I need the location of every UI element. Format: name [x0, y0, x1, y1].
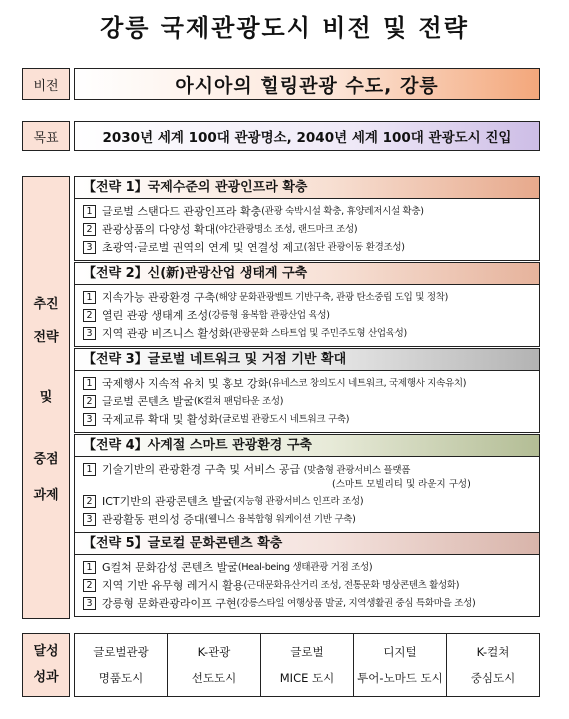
- item-main: 지속가능 관광환경 구축: [102, 291, 216, 304]
- strategy-2-item-1: [83, 290, 539, 305]
- item-sub: (관광문화 스타트업 및 주민주도형 산업육성): [229, 328, 407, 339]
- strategy-2-item-2: [83, 308, 539, 323]
- strategy-1: [74, 176, 540, 261]
- result-cell-5: [447, 634, 539, 696]
- strategy-4: [74, 434, 540, 533]
- result-cell-line2: 선도도시: [191, 671, 237, 685]
- strategy-5-item-1: [83, 560, 539, 575]
- result-cell-line1: K-컬쳐: [476, 645, 510, 659]
- item-number: 3: [83, 513, 96, 526]
- item-number: 2: [83, 309, 96, 322]
- item-main: 기술기반의 관광환경 구축 및 서비스 공급: [102, 463, 301, 476]
- strategy-2-item-3: [83, 326, 539, 341]
- item-sub-line2: (스마트 모빌리티 및 라운지 구성): [332, 479, 471, 490]
- item-sub: (첨단 관광이동 환경조성): [303, 242, 405, 253]
- item-number: 2: [83, 223, 96, 236]
- item-number: 1: [83, 291, 96, 304]
- strategy-4-header: 【전략 4】사계절 스마트 관광환경 구축: [75, 435, 539, 457]
- item-sub: (강릉형 융복합 관광산업 육성): [208, 310, 330, 321]
- result-cell-line1: 글로벌: [290, 645, 324, 659]
- strategy-1-item-1: [83, 204, 539, 219]
- item-sub: (K컬쳐 팬덤타운 조성): [194, 396, 284, 407]
- strategy-4-item-2: [83, 494, 539, 509]
- item-main: 열린 관광 생태계 조성: [102, 309, 209, 322]
- result-cells: [74, 633, 540, 697]
- strategy-3-item-3: [83, 412, 539, 427]
- item-main: 국제행사 지속적 유치 및 홍보 강화: [102, 377, 269, 390]
- strategy-3-item-1: [83, 376, 539, 391]
- strategy-5-item-3: [83, 596, 539, 611]
- item-main: 지역 기반 유무형 레거시 활용: [102, 579, 244, 592]
- strategy-5: [74, 532, 540, 617]
- item-number: 3: [83, 241, 96, 254]
- item-main: ICT기반의 관광콘텐츠 발굴: [102, 495, 233, 508]
- item-number: 1: [83, 561, 96, 574]
- side-line-2: 전략: [33, 330, 59, 345]
- item-main: 관광상품의 다양성 확대: [102, 223, 216, 236]
- item-sub: (유네스코 창의도시 네트워크, 국제행사 지속유치): [268, 378, 467, 389]
- side-line-4: 중점: [33, 452, 59, 467]
- strategy-3-header: 【전략 3】글로벌 네트워크 및 거점 기반 확대: [75, 349, 539, 371]
- strategy-5-item-2: [83, 578, 539, 593]
- item-main: G컬쳐 문화감성 콘텐츠 발굴: [102, 561, 238, 574]
- item-number: 1: [83, 463, 96, 476]
- result-cell-2: [168, 634, 261, 696]
- strategy-1-header: 【전략 1】국제수준의 관광인프라 확충: [75, 177, 539, 199]
- side-line-5: 과제: [33, 488, 59, 503]
- goal-text: 2030년 세계 100대 관광명소, 2040년 세계 100대 관광도시 진입: [74, 121, 540, 151]
- item-number: 3: [83, 413, 96, 426]
- strategy-2: [74, 262, 540, 347]
- item-number: 1: [83, 377, 96, 390]
- item-sub: (글로벌 관광도시 네트워크 구축): [218, 414, 350, 425]
- vision-text: 아시아의 힐링관광 수도, 강릉: [74, 68, 540, 100]
- strategy-2-header: 【전략 2】신(新)관광산업 생태계 구축: [75, 263, 539, 285]
- item-number: 2: [83, 495, 96, 508]
- strategy-1-item-2: [83, 222, 539, 237]
- item-number: 3: [83, 597, 96, 610]
- strategy-1-item-3: [83, 240, 539, 255]
- item-sub: (맞춤형 관광서비스 플랫폼: [303, 465, 411, 476]
- page-title: 강릉 국제관광도시 비전 및 전략: [100, 14, 469, 42]
- item-main: 글로벌 콘텐츠 발굴: [102, 395, 195, 408]
- item-sub: (야간관광명소 조성, 랜드마크 조성): [215, 224, 358, 235]
- goal-label: 목표: [22, 121, 70, 151]
- item-main: 강릉형 문화관광라이프 구현: [102, 597, 237, 610]
- result-label-line2: 성과: [33, 670, 59, 685]
- item-sub: (Heal-being 생태관광 거점 조성): [237, 562, 373, 573]
- item-number: 3: [83, 327, 96, 340]
- item-number: 2: [83, 579, 96, 592]
- side-line-1: 추진: [33, 297, 59, 312]
- result-cell-4: [354, 634, 447, 696]
- item-number: 2: [83, 395, 96, 408]
- strategy-4-item-1: [83, 462, 539, 491]
- strategy-3-item-2: [83, 394, 539, 409]
- strategy-5-header: 【전략 5】글로컬 문화콘텐츠 확충: [75, 533, 539, 555]
- result-cell-line1: 디지털: [383, 645, 417, 659]
- item-main: 글로벌 스탠다드 관광인프라 확충: [102, 205, 262, 218]
- strategy-4-item-3: [83, 512, 539, 527]
- item-main: 지역 관광 비즈니스 활성화: [102, 327, 230, 340]
- item-sub: (해양 문화관광벨트 기반구축, 관광 탄소중립 도입 및 정착): [215, 292, 449, 303]
- result-cell-line1: 글로벌관광: [93, 645, 149, 659]
- item-main: 관광활동 편의성 증대: [102, 513, 205, 526]
- result-label-line1: 달성: [33, 644, 59, 659]
- result-cell-line2: 투어-노마드 도시: [357, 671, 443, 685]
- item-main: 초광역·글로벌 권역의 연계 및 연결성 제고: [102, 241, 304, 254]
- result-cell-1: [75, 634, 168, 696]
- result-cell-line1: K-관광: [197, 645, 231, 659]
- result-cell-line2: 중심도시: [470, 671, 516, 685]
- item-sub: (웰니스 융복합형 워케이션 기반 구축): [204, 514, 356, 525]
- result-cell-line2: 명품도시: [98, 671, 144, 685]
- item-sub: (지능형 관광서비스 인프라 조성): [232, 496, 364, 507]
- vision-label: 비전: [22, 68, 70, 100]
- item-number: 1: [83, 205, 96, 218]
- result-cell-3: [261, 634, 354, 696]
- item-sub: (근대문화유산거리 조성, 전통문화 명상콘텐츠 활성화): [243, 580, 460, 591]
- item-sub: (관광 숙박시설 확충, 휴양레저시설 확충): [261, 206, 424, 217]
- strategy-3: [74, 348, 540, 433]
- item-sub: (강릉스타일 여행상품 발굴, 지역생활권 중심 특화마을 조성): [236, 598, 476, 609]
- side-line-3: 및: [39, 390, 53, 405]
- result-cell-line2: MICE 도시: [279, 671, 335, 685]
- item-main: 국제교류 확대 및 활성화: [102, 413, 219, 426]
- result-label: [22, 633, 70, 697]
